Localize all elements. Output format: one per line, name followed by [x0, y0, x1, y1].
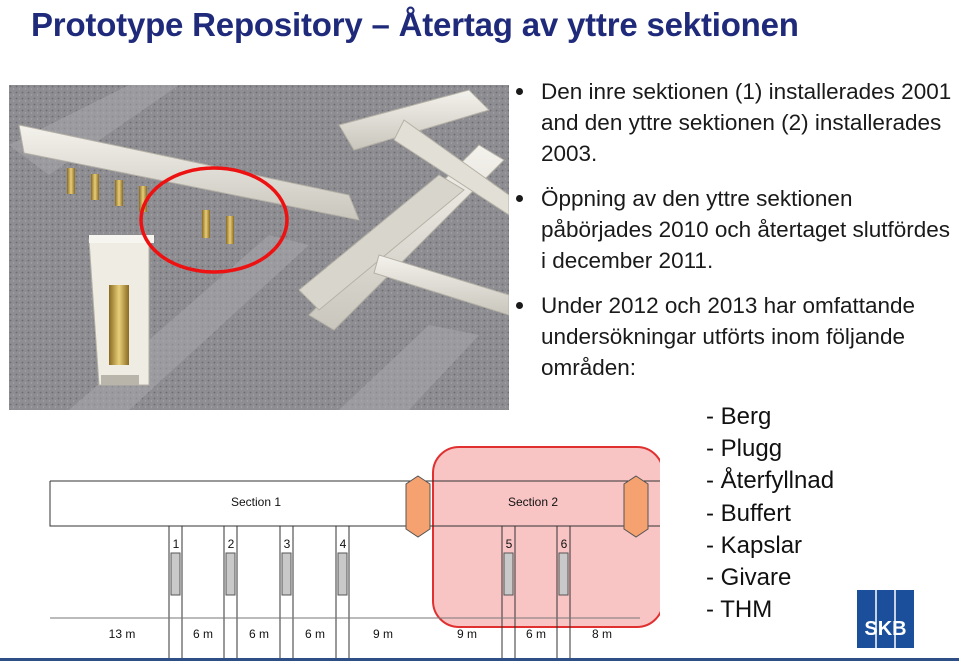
- bullet-item: [516, 183, 956, 276]
- research-areas-list: [706, 401, 876, 626]
- distance-label: 9 m: [372, 627, 394, 641]
- section-diagram: [40, 440, 660, 670]
- slide-title: Prototype Repository – Återtag av yttre sektionen: [31, 6, 799, 43]
- area-item: - Kapslar: [706, 531, 803, 559]
- logo-text: SKB: [864, 618, 907, 640]
- canister: [504, 553, 513, 595]
- bullet-dot-icon: [516, 302, 523, 309]
- area-item: - THM: [706, 596, 773, 624]
- hole-number: 1: [172, 537, 180, 551]
- bullet-list: [516, 76, 956, 397]
- area-item: - Plugg: [706, 435, 783, 463]
- area-item: - Givare: [706, 564, 792, 592]
- distance-label: 6 m: [525, 627, 547, 641]
- area-item: - Buffert: [706, 499, 791, 527]
- hole-number: 2: [227, 537, 235, 551]
- area-item: - Berg: [706, 403, 772, 430]
- repository-illustration: [9, 85, 509, 410]
- distance-label: 6 m: [304, 627, 326, 641]
- distance-label: 8 m: [591, 627, 613, 641]
- canister: [559, 553, 568, 595]
- canisters: [171, 553, 568, 595]
- skb-logo: [857, 590, 914, 648]
- distance-label: 13 m: [108, 627, 136, 641]
- bullet-text: Öppning av den yttre sektionen påbörjades 2010 och återtaget slutfördes i december 2011.: [541, 186, 951, 273]
- distance-label: 6 m: [248, 627, 270, 641]
- canister: [171, 553, 180, 595]
- bullet-dot-icon: [516, 195, 523, 202]
- section1-label: Section 1: [230, 495, 282, 509]
- hole-number: 6: [560, 537, 568, 551]
- cutaway-deposition-hole: [89, 235, 154, 385]
- canister: [226, 553, 235, 595]
- bullet-text: Under 2012 och 2013 har omfattande undersökningar utförts inom följande områden:: [541, 293, 916, 380]
- hole-number: 3: [283, 537, 291, 551]
- plug-outer: [624, 476, 648, 537]
- distance-label: 6 m: [192, 627, 214, 641]
- area-item: - Återfyllnad: [706, 467, 835, 495]
- section2-label: Section 2: [507, 495, 559, 509]
- bullet-item: [516, 76, 956, 169]
- footer-rule: [0, 658, 959, 661]
- bullet-text: Den inre sektionen (1) installerades 2001 and den yttre sektionen (2) installerades 2003.: [541, 79, 952, 166]
- hole-number: 4: [339, 537, 347, 551]
- bullet-item: [516, 290, 956, 383]
- canister: [282, 553, 291, 595]
- section2-highlight: [433, 447, 660, 627]
- hole-number: 5: [505, 537, 513, 551]
- bullet-dot-icon: [516, 88, 523, 95]
- distance-label: 9 m: [456, 627, 478, 641]
- plug-inner: [406, 476, 430, 537]
- canister: [338, 553, 347, 595]
